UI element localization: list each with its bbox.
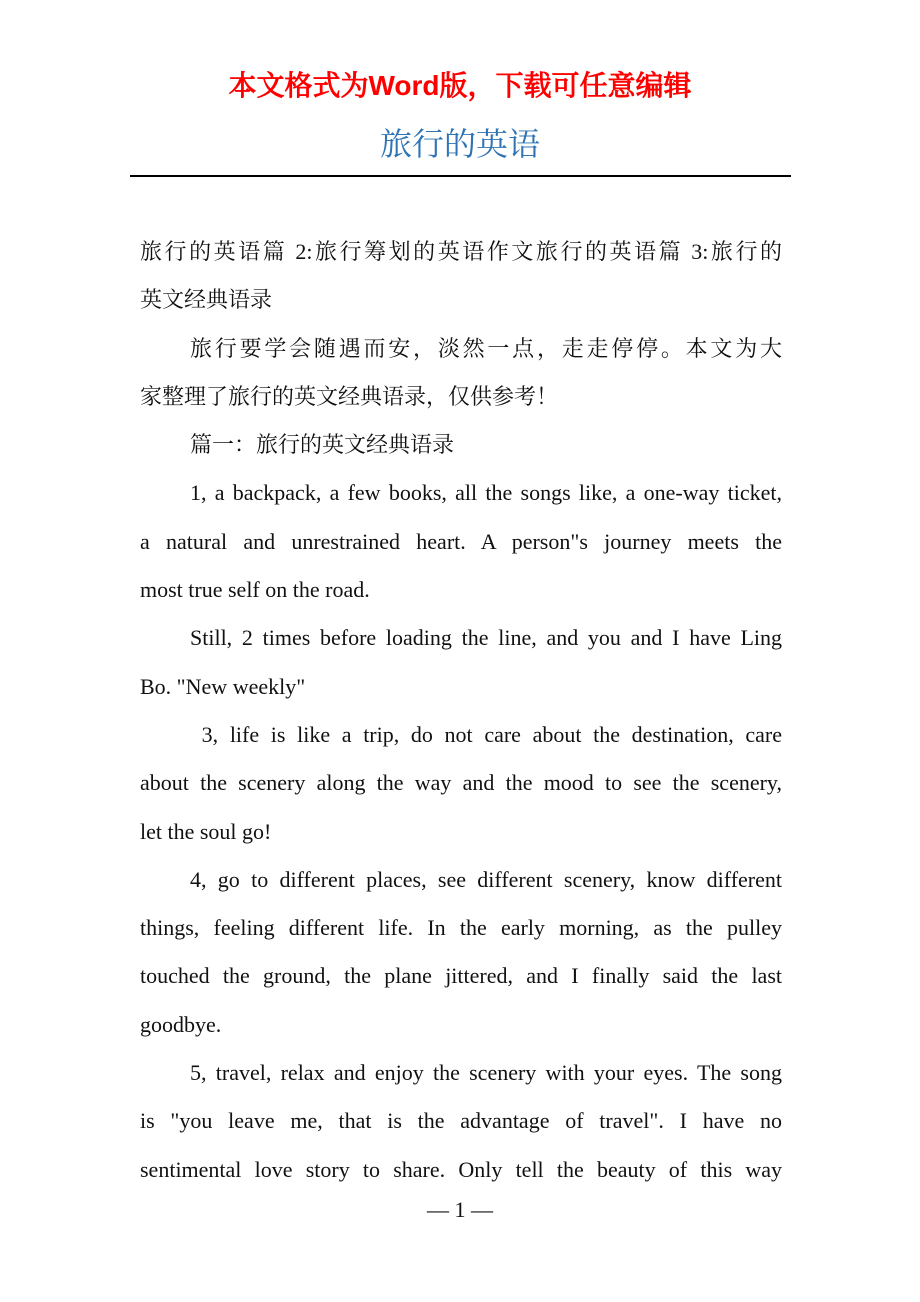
text-line: 1, a backpack, a few books, all the songs like, a one-way ticket, [190, 480, 782, 506]
text-line: 旅行要学会随遇而安，淡然一点，走走停停。本文为大 [190, 335, 782, 361]
paragraph [140, 421, 782, 469]
text-line: most true self on the road. [140, 577, 370, 603]
text-line: Still, 2 times before loading the line, and you and I have Ling [190, 625, 782, 651]
title-divider [130, 175, 791, 177]
text-line: is "you leave me, that is the advantage of travel". I have no [140, 1108, 782, 1134]
document-title: 旅行的英语 [379, 125, 540, 163]
paragraph [140, 1049, 782, 1194]
text-line: 英文经典语录 [140, 287, 273, 313]
page-number: — 1 — [427, 1197, 493, 1222]
paragraph [140, 711, 782, 856]
text-line: 3, life is like a trip, do not care about the destination, care [190, 721, 782, 747]
text-line: touched the ground, the plane jittered, and I finally said the last [140, 963, 782, 989]
text-line: a natural and unrestrained heart. A person"s journey meets the [140, 528, 782, 554]
paragraph [140, 469, 782, 614]
text-line: 5, travel, relax and enjoy the scenery with your eyes. The song [190, 1060, 782, 1086]
paragraph [140, 228, 782, 325]
text-line: let the soul go! [140, 818, 272, 844]
text-line: Bo. "New weekly" [140, 673, 306, 699]
text-line: 旅行的英语篇 2:旅行筹划的英语作文旅行的英语篇 3:旅行的 [140, 239, 782, 264]
text-line: things, feeling different life. In the early morning, as the pulley [140, 915, 782, 941]
paragraph [140, 325, 782, 422]
paragraph [140, 614, 782, 711]
text-line: 篇一：旅行的英文经典语录 [190, 432, 455, 458]
text-line: about the scenery along the way and the mood to see the scenery, [140, 770, 782, 796]
format-notice-banner: 本文格式为Word版，下载可任意编辑 [228, 70, 692, 101]
document-body [140, 228, 782, 1194]
text-line: 4, go to different places, see different scenery, know different [190, 866, 782, 892]
text-line: sentimental love story to share. Only tell the beauty of this way [140, 1156, 782, 1182]
text-line: goodbye. [140, 1011, 222, 1037]
paragraph [140, 856, 782, 1049]
text-line: 家整理了旅行的英文经典语录，仅供参考！ [140, 383, 559, 409]
